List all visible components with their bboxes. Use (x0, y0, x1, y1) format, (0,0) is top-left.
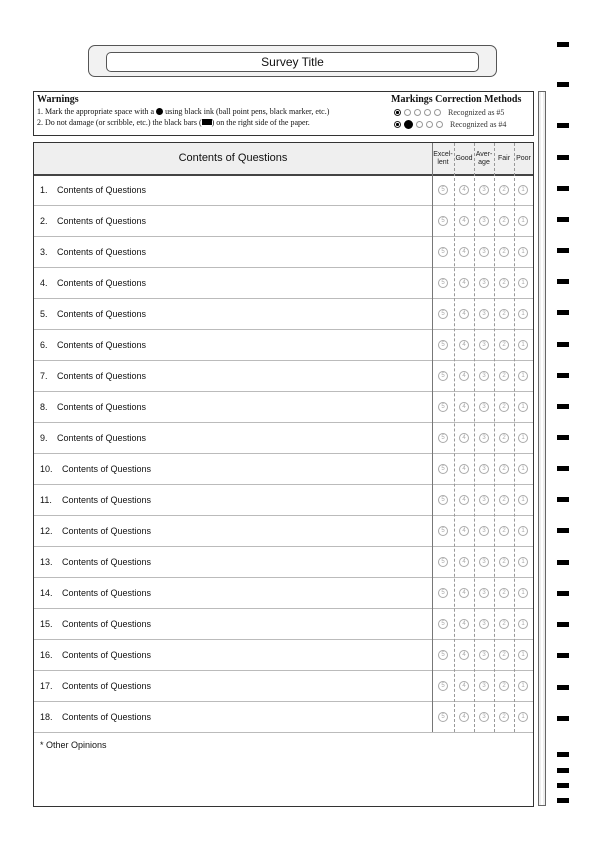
question-text: Contents of Questions (57, 433, 147, 443)
answer-bubble[interactable]: 3 (479, 464, 489, 474)
question-number: 14. (40, 588, 53, 598)
answer-bubble[interactable]: 2 (499, 309, 509, 319)
column-header-good: Good (455, 154, 473, 162)
answer-bubble[interactable]: 3 (479, 371, 489, 381)
question-number: 3. (40, 247, 48, 257)
answer-bubble[interactable]: 4 (459, 340, 469, 350)
timing-mark (557, 373, 569, 378)
empty-bubble-icon (404, 109, 411, 116)
answer-bubble[interactable]: 4 (459, 402, 469, 412)
timing-mark (557, 560, 569, 565)
answer-bubble[interactable]: 2 (499, 278, 509, 288)
marking-example-row (394, 118, 533, 130)
question-number: 7. (40, 371, 48, 381)
answer-bubble[interactable]: 4 (459, 495, 469, 505)
question-text: Contents of Questions (62, 526, 152, 536)
question-number: 10. (40, 464, 53, 474)
answer-bubble[interactable]: 1 (518, 433, 528, 443)
column-header-poor: Poor (516, 154, 531, 162)
answer-bubble[interactable]: 1 (518, 464, 528, 474)
answer-bubble[interactable]: 1 (518, 216, 528, 226)
question-number: 4. (40, 278, 48, 288)
answer-bubble[interactable]: 2 (499, 557, 509, 567)
answer-bubble[interactable]: 3 (479, 402, 489, 412)
answer-bubble[interactable]: 3 (479, 495, 489, 505)
question-number: 16. (40, 650, 53, 660)
answer-bubble[interactable]: 4 (459, 526, 469, 536)
question-text: Contents of Questions (62, 650, 152, 660)
answer-bubble[interactable]: 3 (479, 433, 489, 443)
warning-line-2-end: ) on the right side of the paper. (211, 118, 310, 127)
answer-bubble[interactable]: 4 (459, 557, 469, 567)
table-row (34, 547, 533, 578)
answer-bubble[interactable]: 1 (518, 185, 528, 195)
timing-mark (557, 622, 569, 627)
answer-bubble[interactable]: 5 (438, 402, 448, 412)
marking-result-label: Recognized as #4 (450, 119, 507, 129)
answer-bubble[interactable]: 2 (499, 433, 509, 443)
answer-bubble[interactable]: 4 (459, 185, 469, 195)
other-opinions-label: * Other Opinions (40, 740, 107, 750)
answer-bubble[interactable]: 2 (499, 619, 509, 629)
answer-bubble[interactable]: 5 (438, 464, 448, 474)
empty-bubble-icon (426, 121, 433, 128)
empty-bubble-icon (416, 121, 423, 128)
question-text: Contents of Questions (57, 309, 147, 319)
answer-bubble[interactable]: 5 (438, 526, 448, 536)
question-number: 2. (40, 216, 48, 226)
question-number: 6. (40, 340, 48, 350)
table-header (34, 143, 533, 176)
question-number: 11. (40, 495, 52, 505)
answer-bubble[interactable]: 2 (499, 340, 509, 350)
timing-mark (557, 310, 569, 315)
table-row (34, 671, 533, 702)
answer-bubble[interactable]: 5 (438, 278, 448, 288)
answer-bubble[interactable]: 2 (499, 588, 509, 598)
answer-bubble[interactable]: 5 (438, 619, 448, 629)
black-bars-icon (202, 119, 212, 125)
column-header-average: Aver-age (475, 150, 493, 166)
answer-bubble[interactable]: 5 (438, 681, 448, 691)
warnings-title: Warnings (37, 94, 79, 105)
answer-bubble[interactable]: 4 (459, 247, 469, 257)
marking-example-row (394, 106, 533, 118)
timing-mark (557, 82, 569, 87)
timing-mark (557, 279, 569, 284)
column-divider (474, 143, 475, 732)
answer-bubble[interactable]: 3 (479, 526, 489, 536)
header-contents-title: Contents of Questions (178, 152, 288, 164)
answer-bubble[interactable]: 1 (518, 526, 528, 536)
marking-result-label: Recognized as #5 (448, 107, 505, 117)
answer-bubble[interactable]: 2 (499, 464, 509, 474)
answer-bubble[interactable]: 3 (479, 650, 489, 660)
answer-bubble[interactable]: 5 (438, 371, 448, 381)
timing-mark (557, 123, 569, 128)
question-number: 1. (40, 185, 48, 195)
answer-bubble[interactable]: 2 (499, 371, 509, 381)
table-row (34, 640, 533, 671)
answer-bubble[interactable]: 1 (518, 495, 528, 505)
answer-bubble[interactable]: 3 (479, 185, 489, 195)
empty-bubble-icon (414, 109, 421, 116)
empty-bubble-icon (424, 109, 431, 116)
table-row (34, 268, 533, 299)
answer-bubble[interactable]: 1 (518, 371, 528, 381)
column-divider (494, 143, 495, 732)
answer-bubble[interactable]: 5 (438, 247, 448, 257)
timing-mark (557, 342, 569, 347)
answer-bubble[interactable]: 4 (459, 309, 469, 319)
table-row (34, 423, 533, 454)
question-text: Contents of Questions (57, 371, 147, 381)
timing-mark (557, 497, 569, 502)
answer-bubble[interactable]: 1 (518, 278, 528, 288)
question-number: 8. (40, 402, 48, 412)
answer-bubble[interactable]: 1 (518, 402, 528, 412)
column-divider (514, 143, 515, 732)
question-text: Contents of Questions (57, 402, 147, 412)
column-divider (432, 143, 433, 732)
marked-bubble-icon (394, 121, 401, 128)
question-text: Contents of Questions (57, 216, 147, 226)
timing-mark (557, 798, 569, 803)
survey-title: Survey Title (106, 52, 479, 72)
answer-bubble[interactable]: 4 (459, 216, 469, 226)
markings-title: Markings Correction Methods (391, 94, 522, 105)
timing-mark (557, 186, 569, 191)
markings-section (391, 94, 533, 130)
answer-bubble[interactable]: 4 (459, 588, 469, 598)
answer-bubble[interactable]: 2 (499, 681, 509, 691)
answer-bubble[interactable]: 1 (518, 340, 528, 350)
timing-mark (557, 248, 569, 253)
answer-bubble[interactable]: 4 (459, 464, 469, 474)
side-strip (538, 91, 546, 806)
question-text: Contents of Questions (62, 712, 152, 722)
answer-bubble[interactable]: 5 (438, 588, 448, 598)
question-text: Contents of Questions (62, 588, 152, 598)
table-row (34, 361, 533, 392)
table-row (34, 237, 533, 268)
column-header-excellent: Excel-lent (433, 150, 453, 166)
question-number: 17. (40, 681, 53, 691)
answer-bubble[interactable]: 3 (479, 557, 489, 567)
question-number: 9. (40, 433, 48, 443)
answer-bubble[interactable]: 4 (459, 650, 469, 660)
table-row (34, 516, 533, 547)
timing-mark (557, 404, 569, 409)
warning-line-1 (37, 106, 387, 117)
timing-mark (557, 752, 569, 757)
answer-bubble[interactable]: 1 (518, 619, 528, 629)
answer-bubble[interactable]: 3 (479, 216, 489, 226)
filled-dot-icon (156, 108, 163, 115)
question-number: 13. (40, 557, 53, 567)
timing-mark (557, 528, 569, 533)
question-text: Contents of Questions (57, 278, 147, 288)
answer-bubble[interactable]: 3 (479, 247, 489, 257)
answer-bubble[interactable]: 2 (499, 402, 509, 412)
table-row (34, 299, 533, 330)
answer-bubble[interactable]: 4 (459, 681, 469, 691)
answer-bubble[interactable]: 1 (518, 247, 528, 257)
answer-bubble[interactable]: 5 (438, 185, 448, 195)
warning-line-1-end: using black ink (ball point pens, black marker, etc.) (165, 107, 330, 116)
marked-bubble-icon (394, 109, 401, 116)
column-header-fair: Fair (497, 154, 511, 162)
answer-bubble[interactable]: 1 (518, 557, 528, 567)
question-number: 18. (40, 712, 53, 722)
empty-bubble-icon (436, 121, 443, 128)
question-text: Contents of Questions (62, 681, 152, 691)
answer-bubble[interactable]: 1 (518, 309, 528, 319)
answer-bubble[interactable]: 3 (479, 588, 489, 598)
table-row (34, 485, 533, 516)
answer-bubble[interactable]: 3 (479, 278, 489, 288)
timing-mark (557, 685, 569, 690)
answer-bubble[interactable]: 5 (438, 650, 448, 660)
answer-bubble[interactable]: 3 (479, 309, 489, 319)
answer-bubble[interactable]: 4 (459, 371, 469, 381)
answer-bubble[interactable]: 4 (459, 619, 469, 629)
answer-bubble[interactable]: 2 (499, 526, 509, 536)
table-row (34, 330, 533, 361)
warning-line-2 (37, 117, 387, 128)
question-number: 12. (40, 526, 53, 536)
answer-bubble[interactable]: 3 (479, 619, 489, 629)
warning-line-1-start: 1. Mark the appropriate space with a (37, 107, 155, 116)
answer-bubble[interactable]: 4 (459, 712, 469, 722)
answer-bubble[interactable]: 5 (438, 433, 448, 443)
answer-bubble[interactable]: 2 (499, 185, 509, 195)
answer-bubble[interactable]: 2 (499, 650, 509, 660)
table-row (34, 392, 533, 423)
answer-bubble[interactable]: 5 (438, 309, 448, 319)
table-row (34, 578, 533, 609)
question-text: Contents of Questions (57, 340, 147, 350)
answer-bubble[interactable]: 1 (518, 712, 528, 722)
timing-mark (557, 783, 569, 788)
answer-bubble[interactable]: 2 (499, 712, 509, 722)
empty-bubble-icon (434, 109, 441, 116)
question-number: 15. (40, 619, 53, 629)
answer-bubble[interactable]: 1 (518, 588, 528, 598)
timing-mark (557, 716, 569, 721)
column-divider (454, 143, 455, 732)
question-text: Contents of Questions (62, 619, 152, 629)
timing-mark (557, 591, 569, 596)
timing-mark (557, 466, 569, 471)
answer-bubble[interactable]: 4 (459, 433, 469, 443)
instructions-panel (33, 91, 534, 136)
table-row (34, 702, 533, 733)
table-row (34, 206, 533, 237)
answer-bubble[interactable]: 2 (499, 495, 509, 505)
table-row (34, 609, 533, 640)
warnings-section (37, 94, 387, 128)
question-text: Contents of Questions (62, 464, 152, 474)
question-number: 5. (40, 309, 48, 319)
title-frame (88, 45, 497, 77)
answer-bubble[interactable]: 1 (518, 681, 528, 691)
answer-bubble[interactable]: 5 (438, 712, 448, 722)
timing-mark (557, 155, 569, 160)
timing-mark (557, 768, 569, 773)
answer-bubble[interactable]: 5 (438, 340, 448, 350)
answer-bubble[interactable]: 3 (479, 340, 489, 350)
question-text: Contents of Questions (57, 247, 147, 257)
answer-bubble[interactable]: 5 (438, 557, 448, 567)
answer-bubble[interactable]: 3 (479, 681, 489, 691)
answer-bubble[interactable]: 5 (438, 495, 448, 505)
answer-bubble[interactable]: 5 (438, 216, 448, 226)
timing-mark (557, 653, 569, 658)
answer-bubble[interactable]: 3 (479, 712, 489, 722)
timing-mark (557, 435, 569, 440)
answer-bubble[interactable]: 2 (499, 216, 509, 226)
timing-mark (557, 42, 569, 47)
question-text: Contents of Questions (57, 185, 147, 195)
question-text: Contents of Questions (62, 557, 152, 567)
answer-bubble[interactable]: 4 (459, 278, 469, 288)
questions-table (33, 142, 534, 807)
answer-bubble[interactable]: 2 (499, 247, 509, 257)
filled-bubble-icon (404, 120, 413, 129)
warning-line-2-start: 2. Do not damage (or scribble, etc.) the black bars ( (37, 118, 202, 127)
answer-bubble[interactable]: 1 (518, 650, 528, 660)
table-row (34, 454, 533, 485)
timing-mark (557, 217, 569, 222)
question-text: Contents of Questions (62, 495, 152, 505)
table-row (34, 175, 533, 206)
